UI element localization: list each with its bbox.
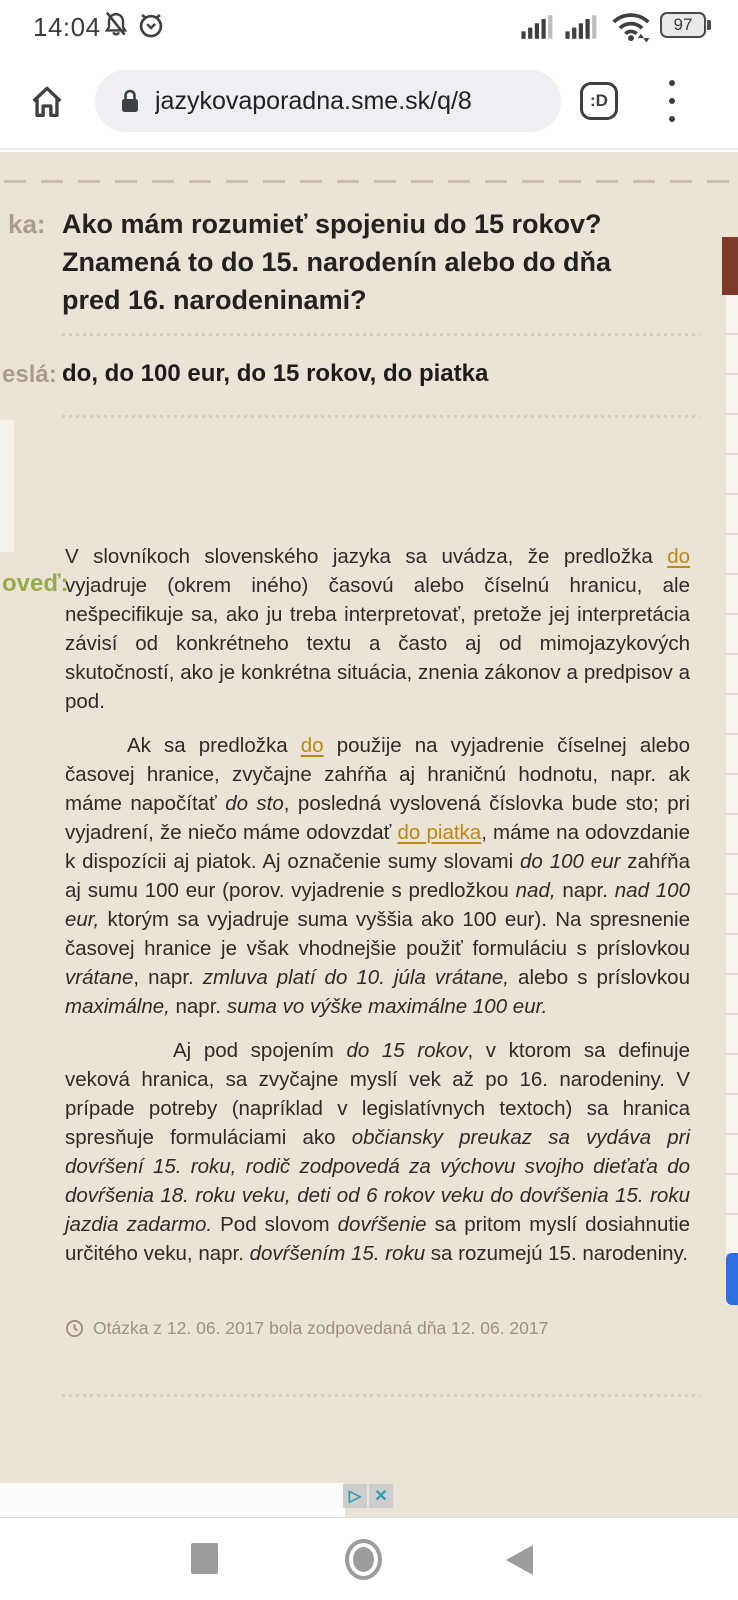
status-bar bbox=[0, 0, 738, 52]
answer-timestamp bbox=[65, 1318, 690, 1339]
question-section bbox=[0, 205, 738, 319]
dotted-divider bbox=[62, 1394, 700, 1397]
emphasis-text: dovŕšenie bbox=[337, 1213, 427, 1236]
answer-paragraphs bbox=[65, 542, 690, 1268]
body-text: Pod slovom bbox=[212, 1213, 338, 1236]
keywords-section bbox=[0, 360, 738, 388]
body-text: napr. bbox=[169, 995, 227, 1018]
mute-bell-icon bbox=[102, 10, 130, 40]
body-text: použije na vyjadrenie číselnej alebo časovej hranice, zvyčajne zahŕňa aj hraničnú hodnotu, napr. ak máme napočítať bbox=[65, 734, 690, 815]
emphasis-text: do 100 eur bbox=[520, 850, 621, 873]
sidebar-panel-edge bbox=[726, 295, 738, 1305]
tab-count-badge: :D bbox=[590, 91, 608, 110]
dotted-divider bbox=[62, 415, 700, 418]
answer-label: oveď: bbox=[2, 570, 69, 597]
body-text: Ak sa predložka bbox=[127, 734, 301, 757]
emphasis-text: dovŕšením 15. roku bbox=[249, 1242, 426, 1265]
emphasis-text: nad 100 eur, bbox=[65, 879, 690, 931]
body-text: napr. bbox=[555, 879, 615, 902]
ad-banner[interactable] bbox=[0, 1483, 345, 1517]
home-dot bbox=[353, 1547, 374, 1572]
answer-paragraph bbox=[65, 542, 690, 716]
answer-paragraph bbox=[65, 731, 690, 1021]
alarm-clock-icon bbox=[136, 10, 166, 40]
browser-menu-button[interactable] bbox=[660, 78, 684, 124]
home-nav-button[interactable] bbox=[345, 1539, 382, 1580]
history-clock-icon bbox=[65, 1319, 84, 1338]
inline-link[interactable]: do bbox=[300, 734, 324, 757]
recents-button[interactable] bbox=[191, 1543, 218, 1574]
body-text: , máme na odovzdanie k dispozícii aj piatok. Aj označenie sumy slovami bbox=[65, 821, 690, 873]
cell-signal-icon bbox=[521, 14, 559, 40]
menu-dot bbox=[669, 116, 675, 122]
wifi-icon bbox=[610, 11, 652, 43]
answer-avatar-edge bbox=[0, 420, 14, 552]
body-text: V slovníkoch slovenského jazyka sa uvádza, že predložka bbox=[65, 545, 668, 568]
inline-link[interactable]: do bbox=[667, 545, 690, 568]
android-nav-bar bbox=[0, 1517, 738, 1600]
emphasis-text: do sto bbox=[225, 792, 284, 815]
body-text: alebo s príslovkou bbox=[509, 966, 690, 989]
body-text: vyjadruje (okrem iného) časovú alebo číselnú hranicu, ale nešpecifikuje sa, ako ju treba interpretovať, pretože jej interpretácia závisí od konkrétneho textu a často aj od mimojazykových skutočností, ako je konkrétna situácia, znenia zákonov a predpisov a pod. bbox=[65, 574, 690, 713]
sidebar-marker-maroon bbox=[722, 237, 738, 295]
body-text: ktorým sa vyjadruje suma vyššia ako 100 eur). Na spresnenie časovej hranice je však vhodnejšie použiť formuláciu s príslovkou bbox=[65, 908, 690, 960]
dotted-divider bbox=[62, 333, 700, 336]
menu-dot bbox=[669, 80, 675, 86]
lock-icon bbox=[117, 86, 143, 116]
answer-paragraph bbox=[65, 1036, 690, 1268]
menu-dot bbox=[669, 98, 675, 104]
emphasis-text: do 15 rokov bbox=[346, 1039, 468, 1062]
emphasis-text: vrátane bbox=[65, 966, 134, 989]
clock-time: 14:04 bbox=[33, 12, 101, 42]
keywords-text: do, do 100 eur, do 15 rokov, do piatka bbox=[62, 360, 489, 387]
body-text: Aj pod spojením bbox=[173, 1039, 347, 1062]
emphasis-text: nad, bbox=[515, 879, 556, 902]
emphasis-text: zmluva platí do 10. júla vrátane, bbox=[202, 966, 509, 989]
keywords-label: eslá: bbox=[2, 361, 57, 388]
tab-switcher-button[interactable] bbox=[580, 82, 618, 120]
dashed-divider bbox=[4, 180, 734, 183]
body-text: , posledná vyslovená číslovka bude sto; pri vyjadrení, že niečo máme odovzdať bbox=[65, 792, 690, 844]
adchoices-controls bbox=[343, 1484, 393, 1508]
body-text: sa pritom myslí dosiahnutie určitého veku, napr. bbox=[65, 1213, 691, 1265]
answer-section bbox=[0, 542, 738, 1268]
question-label: ka: bbox=[8, 209, 46, 239]
battery-percent: 97 bbox=[673, 15, 693, 34]
body-text: , napr. bbox=[133, 966, 203, 989]
sidebar-marker-blue[interactable] bbox=[726, 1253, 738, 1305]
web-page bbox=[0, 152, 738, 1517]
emphasis-text: občiansky preukaz sa vydáva pri dovŕšení 15. roku, rodič zodpovedá za výchovu svojho dieťaťa do dovŕšenia 18. roku veku, deti od 6 rokov veku do dovŕšenia 15. roku jazdia zadarmo. bbox=[65, 1126, 690, 1236]
home-button[interactable] bbox=[26, 80, 68, 122]
browser-toolbar bbox=[0, 52, 738, 150]
inline-link[interactable]: do piatka bbox=[397, 821, 482, 844]
body-text: zahŕňa aj sumu 100 eur (porov. vyjadrenie s predložkou bbox=[65, 850, 690, 902]
timestamp-text: Otázka z 12. 06. 2017 bola zodpovedaná dňa 12. 06. 2017 bbox=[93, 1318, 549, 1338]
body-text: , v ktorom sa definuje veková hranica, sa zvyčajne myslí vek až po 16. narodeniny. V prípade potreby (napríklad v legislatívnych textoch) sa hranica spresňuje formuláciami ako bbox=[65, 1039, 691, 1149]
emphasis-text: suma vo výške maximálne 100 eur. bbox=[226, 995, 548, 1018]
ad-close-icon[interactable]: ✕ bbox=[369, 1484, 393, 1508]
question-title: Ako mám rozumieť spojeniu do 15 rokov? Znamená to do 15. narodenín alebo do dňa pred 16. narodeninami? bbox=[62, 209, 612, 315]
adchoices-icon[interactable]: ▷ bbox=[343, 1484, 367, 1508]
url-text: jazykovaporadna.sme.sk/q/8 bbox=[155, 86, 472, 115]
battery-icon bbox=[660, 12, 706, 38]
body-text: sa rozumejú 15. narodeniny. bbox=[425, 1242, 688, 1265]
emphasis-text: maximálne, bbox=[65, 995, 170, 1018]
back-button[interactable] bbox=[506, 1545, 533, 1575]
address-bar[interactable] bbox=[95, 70, 561, 132]
cell-signal-icon bbox=[565, 14, 603, 40]
